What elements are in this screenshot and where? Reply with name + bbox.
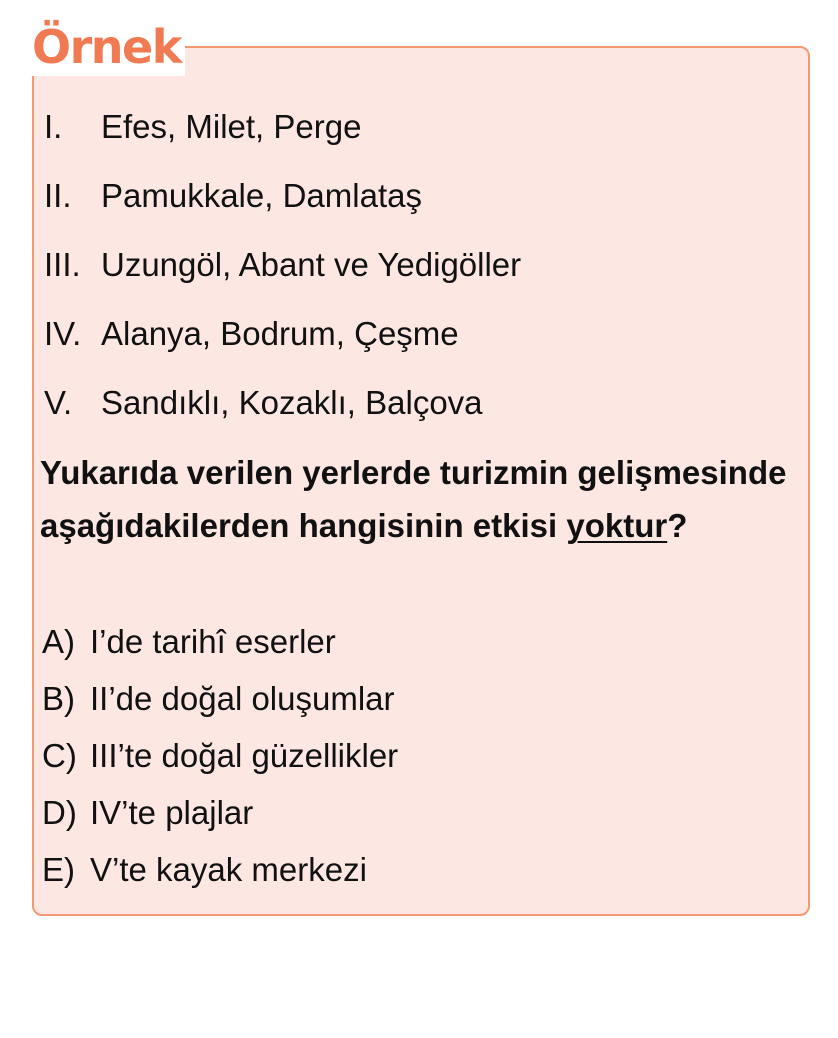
- roman-numeral: V.: [44, 384, 73, 421]
- list-item: [44, 381, 521, 450]
- list-item: [44, 105, 521, 174]
- list-item-text: Alanya, Bodrum, Çeşme: [101, 315, 459, 352]
- question-end: ?: [667, 507, 688, 544]
- option-letter: E): [42, 851, 75, 888]
- question-lead: Yukarıda verilen yerlerde turizmin gelişmesinde aşağıdakilerden hangisinin etkisi: [40, 454, 787, 544]
- answer-option-a[interactable]: [42, 620, 398, 677]
- list-item: [44, 174, 521, 243]
- roman-numeral: II.: [44, 177, 72, 214]
- option-letter: A): [42, 623, 75, 660]
- answer-option-e[interactable]: [42, 848, 398, 905]
- list-item-text: Efes, Milet, Perge: [101, 108, 362, 145]
- list-item: [44, 243, 521, 312]
- answer-option-d[interactable]: [42, 791, 398, 848]
- list-item-text: Sandıklı, Kozaklı, Balçova: [101, 384, 483, 421]
- location-list: [44, 105, 521, 450]
- option-text: II’de doğal oluşumlar: [90, 680, 395, 717]
- example-title: Örnek: [32, 20, 181, 74]
- roman-numeral: IV.: [44, 315, 82, 352]
- option-text: I’de tarihî eserler: [90, 623, 336, 660]
- list-item: [44, 312, 521, 381]
- example-title-badge: [30, 18, 185, 76]
- option-text: III’te doğal güzellikler: [90, 737, 399, 774]
- roman-numeral: I.: [44, 108, 63, 145]
- answer-options: [42, 620, 398, 905]
- question-emphasis: yoktur: [566, 507, 668, 544]
- option-text: V’te kayak merkezi: [90, 851, 367, 888]
- list-item-text: Uzungöl, Abant ve Yedigöller: [101, 246, 522, 283]
- answer-option-c[interactable]: [42, 734, 398, 791]
- list-item-text: Pamukkale, Damlataş: [101, 177, 422, 214]
- option-letter: D): [42, 794, 77, 831]
- option-letter: C): [42, 737, 77, 774]
- roman-numeral: III.: [44, 246, 81, 283]
- question-text: [40, 446, 800, 552]
- option-letter: B): [42, 680, 75, 717]
- option-text: IV’te plajlar: [90, 794, 254, 831]
- answer-option-b[interactable]: [42, 677, 398, 734]
